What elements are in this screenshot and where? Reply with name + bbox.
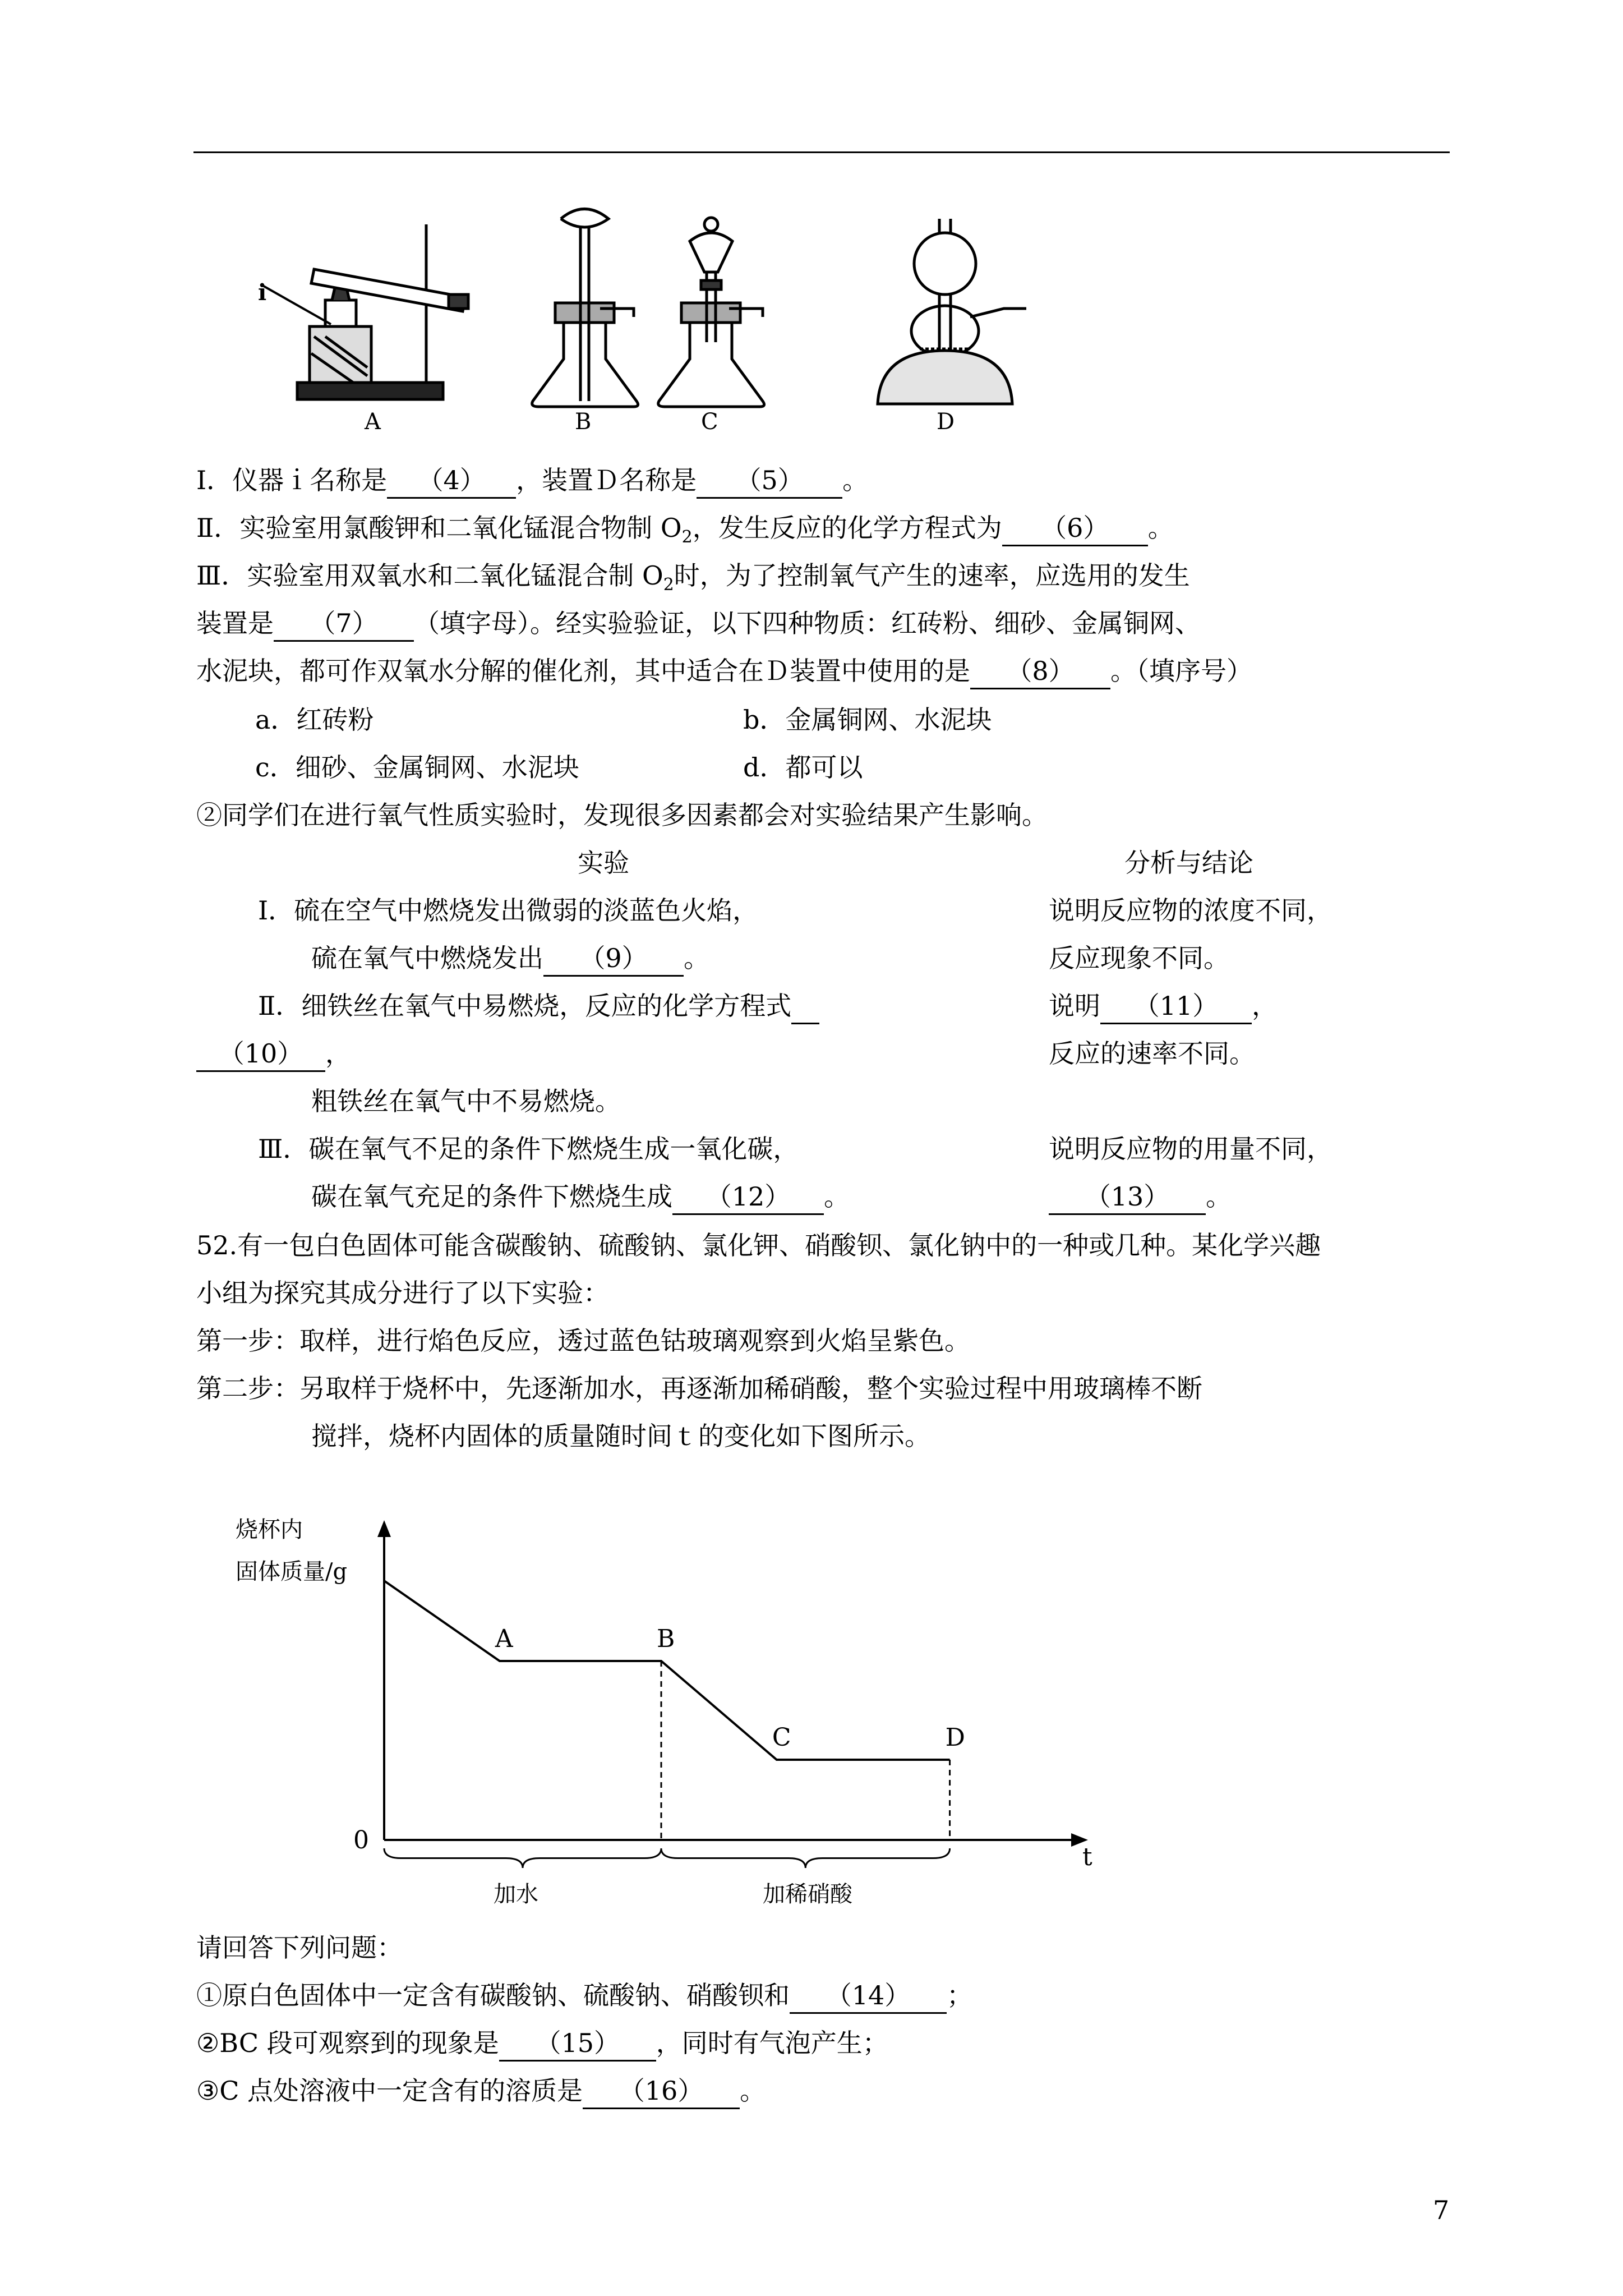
- chart-ylabel-2: 固体质量/g: [236, 1559, 348, 1585]
- blank-6[interactable]: （6）: [1002, 511, 1148, 546]
- q51-line-4: 装置是 （7） （填字母）。经实验验证，以下四种物质：红砖粉、细砂、金属铜网、: [196, 606, 1201, 642]
- row-2-a: Ⅱ．细铁丝在氧气中易燃烧，反应的化学方程式: [258, 989, 819, 1024]
- row-1-a: Ⅰ．硫在空气中燃烧发出微弱的淡蓝色火焰，: [258, 895, 759, 926]
- option-b: b．金属铜网、水泥块: [743, 705, 992, 735]
- header-rule: [193, 151, 1450, 153]
- blank-8[interactable]: （8）: [970, 654, 1110, 689]
- row-3-conclusion-a: 说明反应物的用量不同，: [1049, 1134, 1332, 1164]
- brace-acid: [661, 1848, 950, 1868]
- page-number: 7: [1433, 2195, 1450, 2225]
- row-3-a: Ⅲ．碳在氧气不足的条件下燃烧生成一氧化碳，: [258, 1134, 799, 1164]
- row-3-b: 碳在氧气充足的条件下燃烧生成 （12） 。: [311, 1180, 850, 1215]
- q52-line-1: 52.有一包白色固体可能含碳酸钠、硫酸钠、氯化钾、硝酸钡、氯化钠中的一种或几种。某化学兴趣: [196, 1230, 1321, 1260]
- row-1-conclusion-a: 说明反应物的浓度不同，: [1049, 895, 1332, 926]
- header-analysis: 分析与结论: [1124, 848, 1253, 878]
- chart-ylabel-1: 烧杯内: [236, 1517, 303, 1543]
- apparatus-b: [532, 209, 638, 407]
- q52-line-5: 搅拌，烧杯内固体的质量随时间ｔ的变化如下图所示。: [311, 1421, 930, 1451]
- row-1-conclusion-b: 反应现象不同。: [1049, 943, 1229, 973]
- mass-time-chart: [213, 1492, 1166, 1924]
- row-2-conclusion-a: 说明 （11） ，: [1049, 989, 1278, 1024]
- row-2-conclusion-b: 反应的速率不同。: [1049, 1038, 1255, 1069]
- blank-16[interactable]: （16）: [583, 2074, 740, 2109]
- point-label-C: C: [772, 1723, 791, 1752]
- option-c: c．细砂、金属铜网、水泥块: [255, 752, 579, 783]
- q52-answer-1: ①原白色固体中一定含有碳酸钠、硫酸钠、硝酸钡和 （14） ；: [196, 1978, 972, 2014]
- blank-10[interactable]: （10）: [196, 1037, 325, 1072]
- blank-11[interactable]: （11）: [1100, 989, 1252, 1024]
- row-2-c: 粗铁丝在氧气中不易燃烧。: [311, 1086, 621, 1116]
- q52-line-2: 小组为探究其成分进行了以下实验：: [196, 1278, 609, 1308]
- q52-answer-2: ②BC 段可观察到的现象是 （15） ，同时有气泡产生；: [196, 2026, 888, 2062]
- blank-15[interactable]: （15）: [499, 2026, 656, 2062]
- mass-line: [384, 1581, 950, 1760]
- q51-line-5: 水泥块，都可作双氧水分解的催化剂，其中适合在Ｄ装置中使用的是 （8） 。（填序号）: [196, 654, 1252, 689]
- q51-line-1: Ⅰ．仪器ｉ名称是 （4） ，装置Ｄ名称是 （5） 。: [196, 463, 868, 499]
- brace-water-label: 加水: [494, 1881, 538, 1907]
- q51-part-2: ②同学们在进行氧气性质实验时，发现很多因素都会对实验结果产生影响。: [196, 800, 1048, 830]
- point-label-D: D: [945, 1723, 965, 1752]
- label-d: D: [937, 409, 955, 435]
- label-i: i: [258, 279, 267, 306]
- chart-braces: [384, 1848, 950, 1868]
- apparatus-d: [878, 219, 1026, 404]
- apparatus-a: [264, 224, 468, 399]
- q51-line-2: Ⅱ．实验室用氯酸钾和二氧化锰混合物制 $O_2$，发生反应的化学方程式为 （6） 。: [196, 511, 1174, 554]
- q52-answer-3: ③C 点处溶液中一定含有的溶质是 （16） 。: [196, 2074, 766, 2109]
- blank-14[interactable]: （14）: [790, 1978, 947, 2014]
- header-experiment: 实验: [578, 848, 629, 878]
- chart-xlabel: t: [1082, 1843, 1092, 1871]
- row-2-b: （10） ，: [196, 1037, 351, 1072]
- blank-9[interactable]: （9）: [543, 941, 684, 977]
- q51-line-3: Ⅲ．实验室用双氧水和二氧化锰混合制 $O_2$时，为了控制氧气产生的速率，应选用的发生: [196, 560, 1190, 595]
- point-label-A: A: [495, 1625, 513, 1653]
- chart-axes: [377, 1520, 1088, 1847]
- apparatus-c: [658, 218, 764, 407]
- label-a: A: [365, 409, 381, 435]
- q52-line-3: 第一步：取样，进行焰色反应，透过蓝色钴玻璃观察到火焰呈紫色。: [196, 1326, 970, 1356]
- blank-12[interactable]: （12）: [672, 1180, 824, 1215]
- row-3-conclusion-b: （13） 。: [1049, 1180, 1232, 1215]
- brace-acid-label: 加稀硝酸: [763, 1881, 852, 1907]
- brace-water: [384, 1848, 661, 1868]
- blank-5[interactable]: （5）: [697, 463, 842, 499]
- chart-origin: 0: [353, 1826, 369, 1855]
- chart-series: [384, 1581, 965, 1840]
- option-d: d．都可以: [743, 752, 863, 783]
- q52-line-4: 第二步：另取样于烧杯中，先逐渐加水，再逐渐加稀硝酸，整个实验过程中用玻璃棒不断: [196, 1373, 1202, 1404]
- point-label-B: B: [657, 1625, 675, 1653]
- row-1-b: 硫在氧气中燃烧发出 （9） 。: [311, 941, 709, 977]
- label-c: C: [701, 409, 718, 435]
- blank-7[interactable]: （7）: [274, 606, 414, 642]
- label-b: B: [575, 409, 592, 435]
- q52-ask: 请回答下列问题：: [196, 1932, 403, 1963]
- option-a: a．红砖粉: [255, 705, 374, 735]
- blank-4[interactable]: （4）: [387, 463, 516, 499]
- blank-13[interactable]: （13）: [1049, 1180, 1206, 1215]
- y-axis-arrow: [377, 1520, 391, 1537]
- apparatus-figure: [241, 202, 1082, 443]
